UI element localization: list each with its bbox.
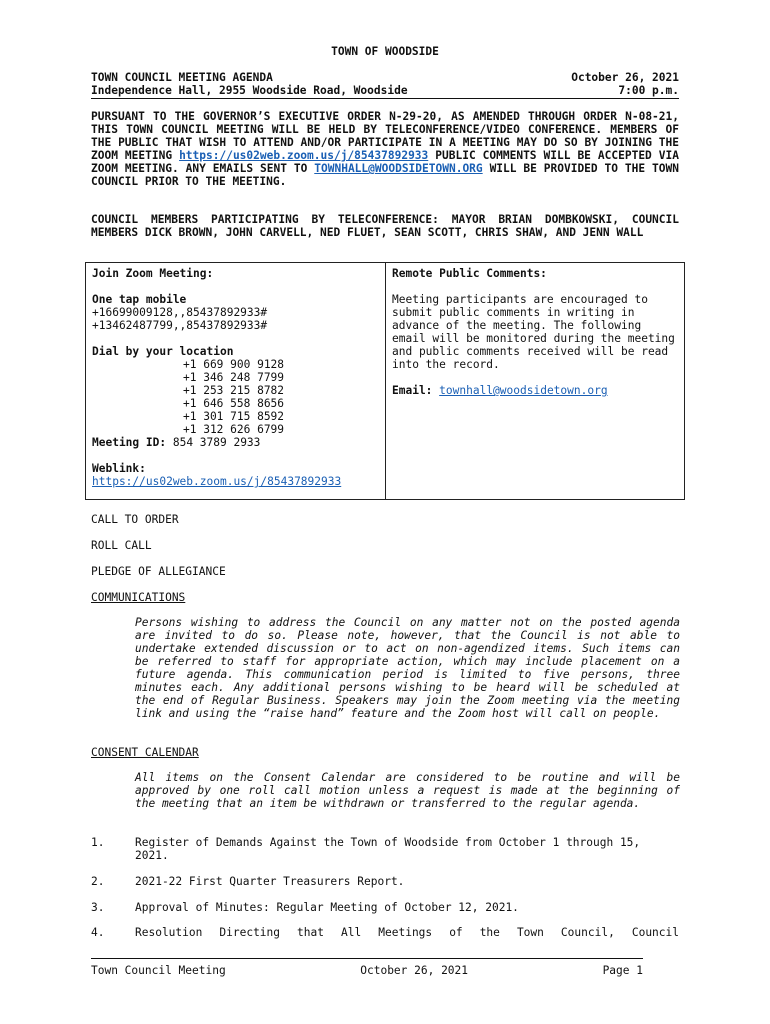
meeting-date: October 26, 2021 — [571, 71, 679, 84]
notice-text-3: WILL BE PROVIDED TO THE TOWN COUNCIL PRIOR TO THE MEETING. — [91, 162, 679, 188]
agenda-item — [91, 926, 679, 939]
meeting-id-row — [92, 436, 379, 449]
pledge-of-allegiance: PLEDGE OF ALLEGIANCE — [91, 565, 226, 578]
executive-order-notice — [91, 110, 679, 188]
notice-text-2: PUBLIC COMMENTS WILL BE ACCEPTED VIA ZOOM MEETING. ANY EMAILS SENT TO — [91, 149, 679, 175]
dial-number: +1 646 558 8656 — [183, 397, 285, 410]
footer-page-number: Page 1 — [602, 964, 643, 977]
zoom-heading: Join Zoom Meeting: — [92, 267, 214, 280]
consent-calendar-heading: CONSENT CALENDAR — [91, 746, 199, 759]
one-tap-number[interactable]: +13462487799,,85437892933# — [92, 319, 268, 332]
call-to-order: CALL TO ORDER — [91, 513, 179, 526]
item-number: 4. — [91, 926, 105, 939]
agenda-item — [91, 875, 679, 888]
agenda-item — [91, 836, 679, 862]
meeting-time: 7:00 p.m. — [618, 84, 679, 97]
weblink-label: Weblink: — [92, 462, 146, 475]
one-tap-label: One tap mobile — [92, 293, 187, 306]
consent-calendar-text: All items on the Consent Calendar are considered to be routine and will be approved by one roll call motion unless a request is made at the beginning of the meeting that an item be withdrawn or transferred to the regular agenda. — [135, 771, 680, 810]
email-label: Email: — [392, 384, 433, 397]
footer-date: October 26, 2021 — [360, 964, 469, 977]
footer-title: Town Council Meeting — [91, 964, 226, 977]
communications-text: Persons wishing to address the Council on any matter not on the posted agenda are invited to do so. Please note, however, that the Council is not able to undertake extended discussion or to act on non-agendized items. Such items can be referred to staff for appropriate action, which may include placement on a future agenda. This communication period is limited to five persons, three minutes each. Any additional persons wishing to be heard will be scheduled at the end of Regular Business. Speakers may join the Zoom meeting via the meeting link and using the “raise hand” feature and the Zoom host will call on people. — [135, 616, 680, 720]
item-text: 2021-22 First Quarter Treasurers Report. — [135, 875, 405, 888]
zoom-info-column — [86, 263, 386, 499]
agenda-item — [91, 901, 679, 914]
weblink[interactable]: https://us02web.zoom.us/j/85437892933 — [92, 475, 342, 488]
notice-text-1: PURSUANT TO THE GOVERNOR’S EXECUTIVE ORDER N-29-20, AS AMENDED THROUGH ORDER N-08-21, THIS TOWN COUNCIL MEETING WILL BE HELD BY TELECONFERENCE/VIDEO CONFERENCE. MEMBERS OF THE PUBLIC THAT WISH TO ATTEND AND/OR PARTICIPATE IN A MEETING MAY DO SO BY JOINING THE ZOOM MEETING — [91, 110, 679, 162]
item-number: 1. — [91, 836, 105, 849]
dial-number: +1 312 626 6799 — [183, 423, 285, 436]
item-number: 3. — [91, 901, 105, 914]
townhall-email-link[interactable]: TOWNHALL@WOODSIDETOWN.ORG — [314, 162, 483, 175]
meeting-id: 854 3789 2933 — [172, 436, 261, 449]
item-text: Resolution Directing that All Meetings of the Town Council, Council — [135, 926, 679, 939]
roll-call: ROLL CALL — [91, 539, 152, 552]
communications-heading: COMMUNICATIONS — [91, 591, 186, 604]
remote-comments-text: Meeting participants are encouraged to submit public comments in writing in advance of the meeting. The following email will be monitored during the meeting and public comments received will be read into the record. — [392, 293, 675, 371]
council-members: COUNCIL MEMBERS PARTICIPATING BY TELECONFERENCE: MAYOR BRIAN DOMBKOWSKI, COUNCIL MEMBERS DICK BROWN, JOHN CARVELL, NED FLUET, SEAN SCOTT, CHRIS SHAW, AND JENN WALL — [91, 213, 679, 239]
email-row — [392, 384, 678, 397]
meeting-info-box — [85, 262, 685, 500]
item-number: 2. — [91, 875, 105, 888]
page-footer — [91, 958, 643, 977]
dial-number: +1 346 248 7799 — [183, 371, 285, 384]
dial-number: +1 301 715 8592 — [183, 410, 285, 423]
item-text: Approval of Minutes: Regular Meeting of October 12, 2021. — [135, 901, 519, 914]
meeting-id-label: Meeting ID: — [92, 436, 167, 449]
email-link[interactable]: townhall@woodsidetown.org — [439, 384, 608, 397]
meeting-header — [91, 71, 679, 99]
dial-number: +1 669 900 9128 — [183, 358, 285, 371]
remote-comments-column — [386, 263, 684, 499]
zoom-meeting-link[interactable]: https://us02web.zoom.us/j/85437892933 — [179, 149, 429, 162]
dial-label: Dial by your location — [92, 345, 234, 358]
meeting-location: Independence Hall, 2955 Woodside Road, Woodside — [91, 84, 408, 97]
document-title: TOWN OF WOODSIDE — [331, 45, 439, 58]
one-tap-number[interactable]: +16699009128,,85437892933# — [92, 306, 268, 319]
dial-number: +1 253 215 8782 — [183, 384, 285, 397]
remote-comments-heading: Remote Public Comments: — [392, 267, 547, 280]
item-text: Register of Demands Against the Town of Woodside from October 1 through 15, 2021. — [135, 836, 641, 862]
meeting-type: TOWN COUNCIL MEETING AGENDA — [91, 71, 273, 84]
